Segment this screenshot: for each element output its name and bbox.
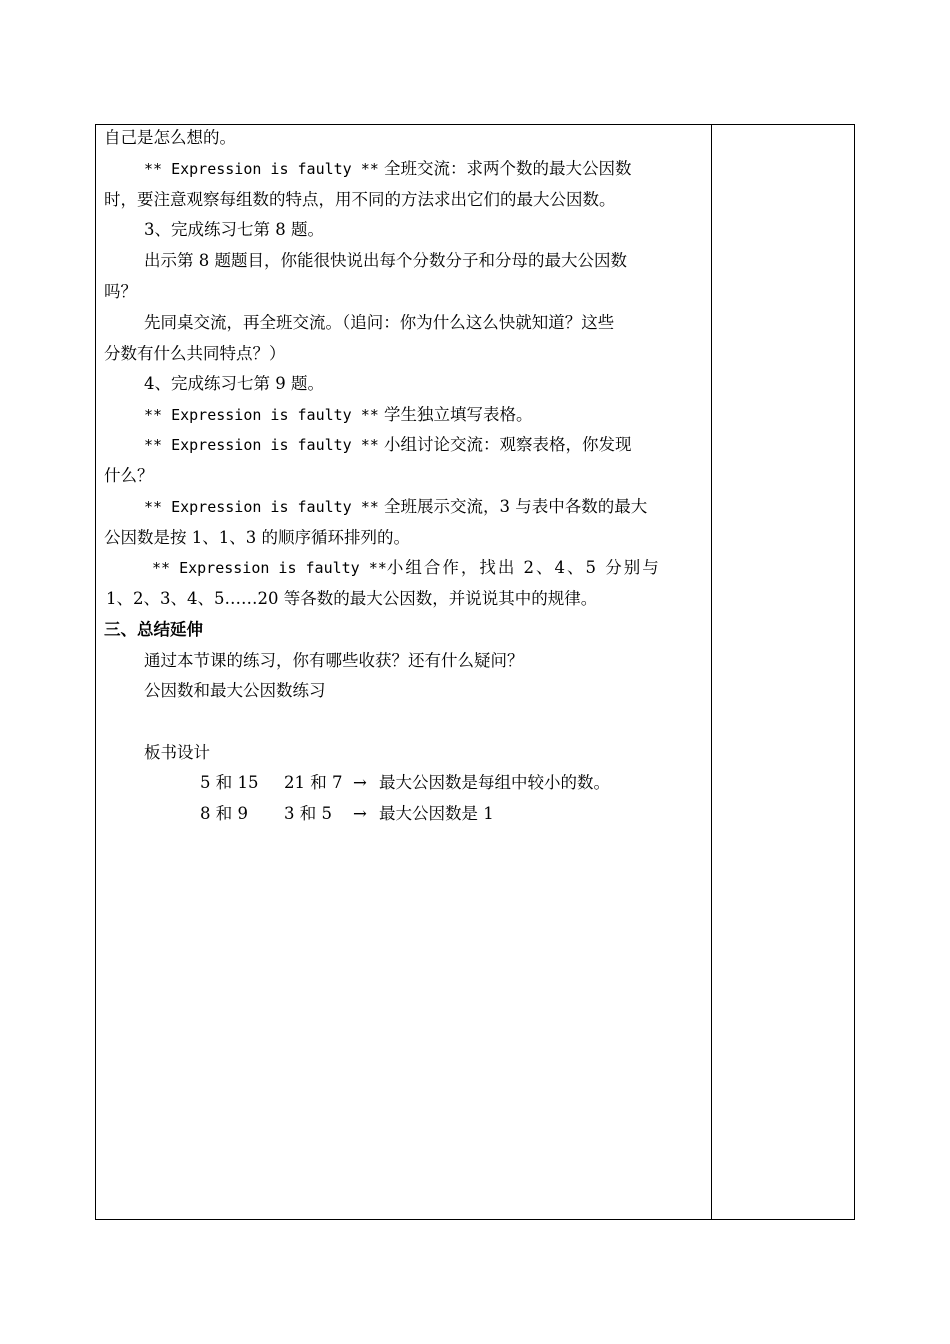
text-line: 公因数是按 1、1、3 的顺序循环排列的。 bbox=[104, 528, 410, 547]
board-row: 8 和 9 3 和 5 → 最大公因数是 1 bbox=[200, 804, 494, 823]
text-line: ** Expression is faulty ** 全班交流：求两个数的最大公因数 bbox=[144, 159, 632, 178]
section-heading: 三、总结延伸 bbox=[104, 620, 203, 639]
text-line: 通过本节课的练习，你有哪些收获？还有什么疑问？ bbox=[144, 651, 524, 670]
error-marker: ** Expression is faulty ** bbox=[152, 559, 387, 577]
board-row: 5 和 15 21 和 7 → 最大公因数是每组中较小的数。 bbox=[200, 773, 610, 792]
error-marker: ** Expression is faulty ** bbox=[144, 160, 379, 178]
arrow-icon: → bbox=[353, 773, 367, 792]
text-line: 1、2、3、4、5……20 等各数的最大公因数，并说说其中的规律。 bbox=[106, 589, 598, 608]
text-line: 什么？ bbox=[104, 466, 154, 485]
error-marker: ** Expression is faulty ** bbox=[144, 436, 379, 454]
text-line: ** Expression is faulty ** 全班展示交流，3 与表中各数的最大 bbox=[144, 497, 648, 516]
text-line: 3、完成练习七第 8 题。 bbox=[144, 220, 324, 239]
error-marker: ** Expression is faulty ** bbox=[144, 406, 379, 424]
text-line: 4、完成练习七第 9 题。 bbox=[144, 374, 324, 393]
board-design-title: 板书设计 bbox=[144, 743, 210, 762]
arrow-icon: → bbox=[353, 804, 367, 823]
text-line: 自己是怎么想的。 bbox=[104, 128, 236, 147]
error-marker: ** Expression is faulty ** bbox=[144, 498, 379, 516]
text-line: ** Expression is faulty ** 小组讨论交流：观察表格，你发现 bbox=[144, 435, 632, 454]
text-line: 出示第 8 题题目，你能很快说出每个分数分子和分母的最大公因数 bbox=[144, 251, 627, 270]
column-divider bbox=[711, 124, 712, 1220]
text-line: 时，要注意观察每组数的特点，用不同的方法求出它们的最大公因数。 bbox=[104, 190, 616, 209]
text-line: 分数有什么共同特点？） bbox=[104, 344, 286, 363]
text-line: 吗？ bbox=[104, 282, 137, 301]
text-line: 先同桌交流，再全班交流。（追问：你为什么这么快就知道？这些 bbox=[144, 313, 615, 332]
text-line: ** Expression is faulty ** 学生独立填写表格。 bbox=[144, 405, 533, 424]
text-line: ** Expression is faulty **小组合作，找出 2、4、5 分别与 bbox=[152, 558, 661, 577]
lesson-table bbox=[95, 124, 855, 1220]
text-line: 公因数和最大公因数练习 bbox=[144, 681, 326, 700]
